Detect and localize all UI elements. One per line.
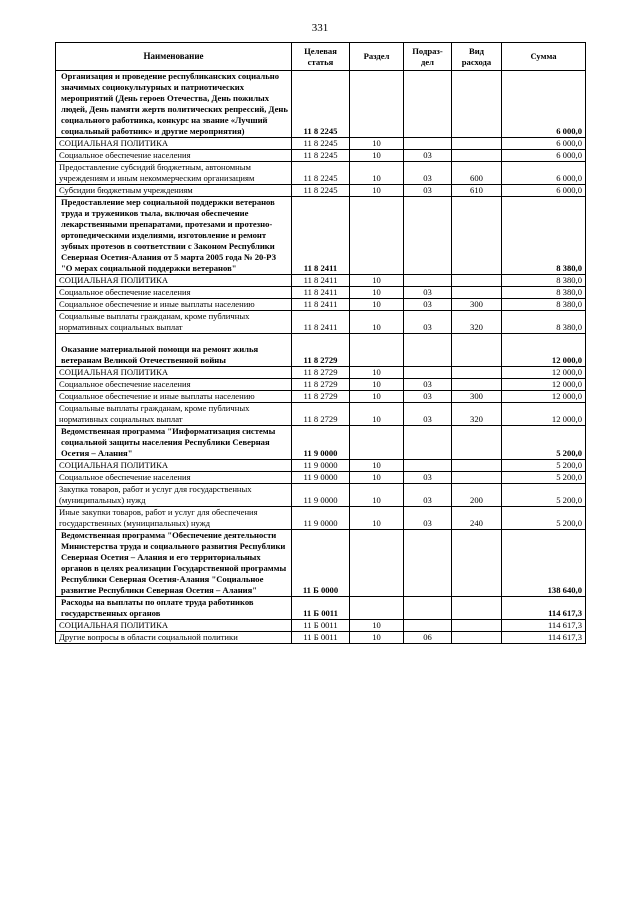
header-section: Раздел xyxy=(350,43,404,71)
table-body xyxy=(56,71,586,644)
row-code: 11 9 0000 xyxy=(292,426,350,460)
table-row xyxy=(56,472,586,484)
table-row xyxy=(56,150,586,162)
table-row xyxy=(56,275,586,287)
row-sum: 8 380,0 xyxy=(502,287,586,299)
row-code: 11 9 0000 xyxy=(292,507,350,530)
row-code: 11 8 2411 xyxy=(292,197,350,275)
row-kind xyxy=(452,197,502,275)
row-kind: 240 xyxy=(452,507,502,530)
header-sum: Сумма xyxy=(502,43,586,71)
row-subsection: 03 xyxy=(404,507,452,530)
row-name: СОЦИАЛЬНАЯ ПОЛИТИКА xyxy=(56,620,292,632)
row-section: 10 xyxy=(350,472,404,484)
row-kind xyxy=(452,620,502,632)
row-name: Оказание материальной помощи на ремонт жилья ветеранам Великой Отечественной войны xyxy=(56,334,292,367)
table-row xyxy=(56,299,586,311)
row-name: Расходы на выплаты по оплате труда работников государственных органов xyxy=(56,597,292,620)
row-sum: 8 380,0 xyxy=(502,311,586,334)
row-code: 11 8 2729 xyxy=(292,367,350,379)
row-subsection: 03 xyxy=(404,484,452,507)
row-code: 11 8 2411 xyxy=(292,311,350,334)
row-name: Организация и проведение республиканских социально значимых социокультурных и патриотических мероприятий (День героев Отечества, День пожилых людей, День памяти жертв политических репрессий, День социального работника, конкурс на звание «Лучший социальный работник» и другие мероприятия) xyxy=(56,71,292,138)
row-name: Ведомственная программа "Информатизация системы социальной защиты населения Республики Северная Осетия – Алания" xyxy=(56,426,292,460)
row-kind: 610 xyxy=(452,185,502,197)
row-subsection xyxy=(404,275,452,287)
row-code: 11 Б 0000 xyxy=(292,530,350,597)
table-row xyxy=(56,620,586,632)
row-section: 10 xyxy=(350,275,404,287)
row-section: 10 xyxy=(350,287,404,299)
row-kind xyxy=(452,275,502,287)
row-code: 11 8 2729 xyxy=(292,391,350,403)
row-name: Предоставление субсидий бюджетным, автономным учреждениям и иным некоммерческим организациям xyxy=(56,162,292,185)
table-row xyxy=(56,185,586,197)
row-section: 10 xyxy=(350,620,404,632)
row-name: Социальное обеспечение и иные выплаты населению xyxy=(56,391,292,403)
row-code: 11 8 2245 xyxy=(292,138,350,150)
table-row xyxy=(56,597,586,620)
row-kind: 320 xyxy=(452,311,502,334)
row-section: 10 xyxy=(350,185,404,197)
row-section: 10 xyxy=(350,367,404,379)
row-section xyxy=(350,71,404,138)
row-section xyxy=(350,197,404,275)
row-kind xyxy=(452,334,502,367)
row-kind xyxy=(452,287,502,299)
row-name: Социальные выплаты гражданам, кроме публичных нормативных социальных выплат xyxy=(56,311,292,334)
row-code: 11 Б 0011 xyxy=(292,620,350,632)
row-subsection xyxy=(404,138,452,150)
row-sum: 5 200,0 xyxy=(502,472,586,484)
row-section xyxy=(350,530,404,597)
row-section: 10 xyxy=(350,299,404,311)
row-section: 10 xyxy=(350,507,404,530)
row-name: Социальные выплаты гражданам, кроме публичных нормативных социальных выплат xyxy=(56,403,292,426)
table-header xyxy=(56,43,586,71)
row-sum: 114 617,3 xyxy=(502,632,586,644)
header-row xyxy=(56,43,586,71)
row-section xyxy=(350,334,404,367)
row-kind xyxy=(452,379,502,391)
row-subsection: 03 xyxy=(404,150,452,162)
row-name: Социальное обеспечение населения xyxy=(56,287,292,299)
row-sum: 12 000,0 xyxy=(502,391,586,403)
row-code: 11 8 2245 xyxy=(292,71,350,138)
table-row xyxy=(56,138,586,150)
row-kind xyxy=(452,71,502,138)
row-name: СОЦИАЛЬНАЯ ПОЛИТИКА xyxy=(56,275,292,287)
row-subsection xyxy=(404,597,452,620)
row-kind xyxy=(452,138,502,150)
row-code: 11 Б 0011 xyxy=(292,632,350,644)
row-sum: 6 000,0 xyxy=(502,71,586,138)
row-subsection xyxy=(404,460,452,472)
row-subsection: 06 xyxy=(404,632,452,644)
row-section xyxy=(350,426,404,460)
table-row xyxy=(56,507,586,530)
row-sum: 5 200,0 xyxy=(502,507,586,530)
row-name: Ведомственная программа "Обеспечение деятельности Министерства труда и социального развития Республики Северная Осетия – Алания и его территориальных органов в целях реализации Государственной программы Республики Северная Осетия-Алания "Социальное развитие Республики Северная Осетия – Алания" xyxy=(56,530,292,597)
row-kind xyxy=(452,530,502,597)
row-sum: 8 380,0 xyxy=(502,275,586,287)
header-subsection: Подраз- дел xyxy=(404,43,452,71)
table-row xyxy=(56,426,586,460)
header-code: Целевая статья xyxy=(292,43,350,71)
row-sum: 5 200,0 xyxy=(502,426,586,460)
row-name: СОЦИАЛЬНАЯ ПОЛИТИКА xyxy=(56,460,292,472)
row-section: 10 xyxy=(350,162,404,185)
table-row xyxy=(56,71,586,138)
row-sum: 6 000,0 xyxy=(502,150,586,162)
row-code: 11 9 0000 xyxy=(292,484,350,507)
row-section: 10 xyxy=(350,311,404,334)
row-code: 11 8 2245 xyxy=(292,162,350,185)
row-subsection: 03 xyxy=(404,185,452,197)
row-code: 11 8 2729 xyxy=(292,379,350,391)
row-code: 11 8 2245 xyxy=(292,185,350,197)
table-row xyxy=(56,162,586,185)
row-subsection xyxy=(404,620,452,632)
row-sum: 6 000,0 xyxy=(502,138,586,150)
row-code: 11 8 2411 xyxy=(292,287,350,299)
row-subsection xyxy=(404,367,452,379)
row-section: 10 xyxy=(350,484,404,507)
table-row xyxy=(56,484,586,507)
row-sum: 12 000,0 xyxy=(502,403,586,426)
row-section: 10 xyxy=(350,632,404,644)
row-subsection: 03 xyxy=(404,472,452,484)
table-row xyxy=(56,287,586,299)
row-section: 10 xyxy=(350,391,404,403)
row-sum: 114 617,3 xyxy=(502,620,586,632)
header-name: Наименование xyxy=(56,43,292,71)
row-kind xyxy=(452,426,502,460)
table-row xyxy=(56,632,586,644)
table-row xyxy=(56,367,586,379)
row-name: Другие вопросы в области социальной политики xyxy=(56,632,292,644)
row-kind xyxy=(452,597,502,620)
row-subsection xyxy=(404,197,452,275)
row-sum: 12 000,0 xyxy=(502,379,586,391)
row-name: Социальное обеспечение населения xyxy=(56,472,292,484)
row-section: 10 xyxy=(350,403,404,426)
row-subsection: 03 xyxy=(404,379,452,391)
row-sum: 6 000,0 xyxy=(502,162,586,185)
table-row xyxy=(56,197,586,275)
row-subsection: 03 xyxy=(404,391,452,403)
row-section: 10 xyxy=(350,379,404,391)
row-sum: 138 640,0 xyxy=(502,530,586,597)
row-subsection: 03 xyxy=(404,162,452,185)
row-section: 10 xyxy=(350,150,404,162)
budget-table xyxy=(55,42,586,644)
row-subsection: 03 xyxy=(404,311,452,334)
row-sum: 5 200,0 xyxy=(502,460,586,472)
row-subsection: 03 xyxy=(404,403,452,426)
row-name: Закупка товаров, работ и услуг для государственных (муниципальных) нужд xyxy=(56,484,292,507)
row-subsection xyxy=(404,530,452,597)
row-name: Социальное обеспечение населения xyxy=(56,150,292,162)
row-section xyxy=(350,597,404,620)
row-name: Субсидии бюджетным учреждениям xyxy=(56,185,292,197)
row-code: 11 8 2245 xyxy=(292,150,350,162)
row-section: 10 xyxy=(350,138,404,150)
row-kind: 600 xyxy=(452,162,502,185)
page-number: 331 xyxy=(311,22,329,34)
row-subsection xyxy=(404,334,452,367)
row-name: Социальное обеспечение и иные выплаты населению xyxy=(56,299,292,311)
row-code: 11 8 2729 xyxy=(292,403,350,426)
row-kind: 200 xyxy=(452,484,502,507)
row-name: СОЦИАЛЬНАЯ ПОЛИТИКА xyxy=(56,367,292,379)
row-name: Социальное обеспечение населения xyxy=(56,379,292,391)
table-row xyxy=(56,530,586,597)
row-sum: 114 617,3 xyxy=(502,597,586,620)
row-code: 11 9 0000 xyxy=(292,472,350,484)
row-name: СОЦИАЛЬНАЯ ПОЛИТИКА xyxy=(56,138,292,150)
table-row xyxy=(56,403,586,426)
table-row xyxy=(56,460,586,472)
row-subsection: 03 xyxy=(404,287,452,299)
row-code: 11 9 0000 xyxy=(292,460,350,472)
row-kind xyxy=(452,632,502,644)
row-kind xyxy=(452,460,502,472)
row-code: 11 Б 0011 xyxy=(292,597,350,620)
row-code: 11 8 2411 xyxy=(292,275,350,287)
row-subsection: 03 xyxy=(404,299,452,311)
row-subsection xyxy=(404,426,452,460)
row-kind: 300 xyxy=(452,391,502,403)
row-subsection xyxy=(404,71,452,138)
row-kind: 300 xyxy=(452,299,502,311)
row-sum: 6 000,0 xyxy=(502,185,586,197)
row-kind xyxy=(452,472,502,484)
row-sum: 8 380,0 xyxy=(502,197,586,275)
row-sum: 8 380,0 xyxy=(502,299,586,311)
row-code: 11 8 2411 xyxy=(292,299,350,311)
row-name: Предоставление мер социальной поддержки ветеранов труда и тружеников тыла, включая обеспечение лекарственными препаратами, протезами и протезно-ортопедическими изделиями, изготовление и ремонт зубных протезов в соответствии с Законом Республики Северная Осетия-Алания от 5 марта 2005 года № 20-РЗ "О мерах социальной поддержки ветеранов" xyxy=(56,197,292,275)
row-sum: 12 000,0 xyxy=(502,367,586,379)
header-kind: Вид расхода xyxy=(452,43,502,71)
table-row xyxy=(56,379,586,391)
row-section: 10 xyxy=(350,460,404,472)
row-sum: 5 200,0 xyxy=(502,484,586,507)
row-kind xyxy=(452,150,502,162)
table-row xyxy=(56,311,586,334)
table-row xyxy=(56,334,586,367)
row-sum: 12 000,0 xyxy=(502,334,586,367)
table-row xyxy=(56,391,586,403)
row-kind xyxy=(452,367,502,379)
row-name: Иные закупки товаров, работ и услуг для обеспечения государственных (муниципальных) нужд xyxy=(56,507,292,530)
row-kind: 320 xyxy=(452,403,502,426)
row-code: 11 8 2729 xyxy=(292,334,350,367)
